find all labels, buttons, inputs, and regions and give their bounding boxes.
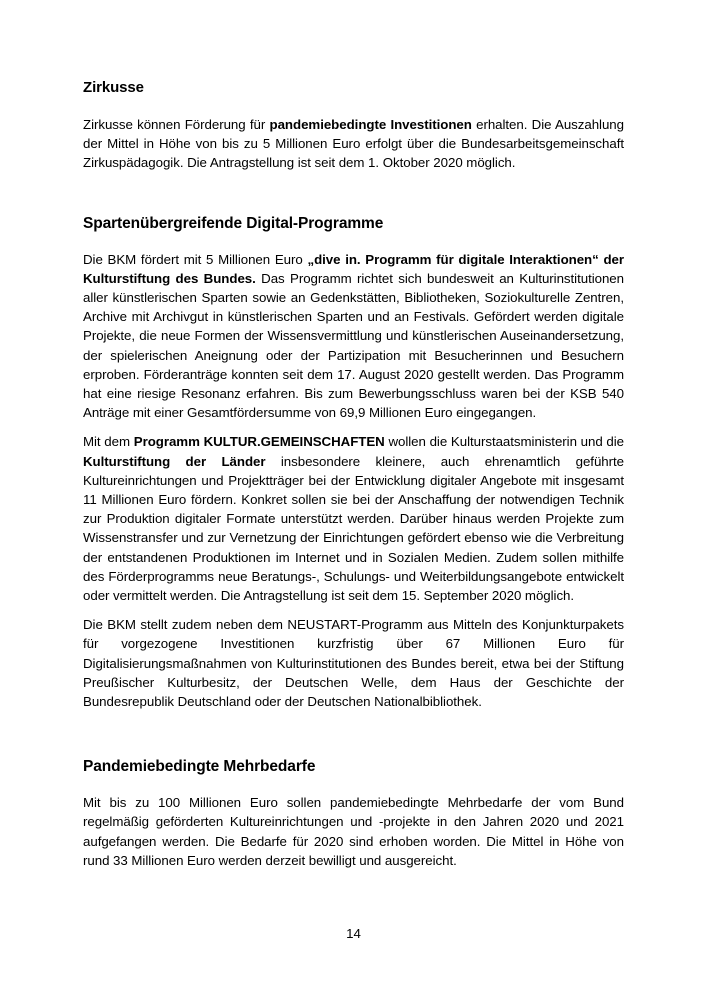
paragraph-zirkusse-1 (83, 115, 624, 173)
spacer (83, 234, 624, 250)
section-heading-digital-programme: Spartenübergreifende Digital-Programme (83, 214, 384, 232)
spacer (83, 711, 624, 757)
section-heading-zirkusse: Zirkusse (83, 79, 144, 96)
paragraph-digital-1 (83, 250, 624, 423)
paragraph-digital-2 (83, 432, 624, 605)
section-zirkusse (83, 78, 624, 173)
body-text-run: Mit dem (83, 434, 134, 450)
body-text-run: wollen die Kulturstaatsministerin und die (384, 434, 624, 450)
paragraph-digital-3 (83, 615, 624, 711)
spacer (83, 98, 624, 115)
page-number: 14 (346, 926, 361, 941)
body-text-run: Mit bis zu 100 Millionen Euro sollen pandemiebedingte Mehrbedarfe der vom Bund regelmäßig geförderten Kultureinrichtungen und -projekte in den Jahren 2020 und 2021 aufgefangen werden. Die Bedarfe für 2020 sind erhoben worden. Die Mittel in Höhe von rund 33 Millionen Euro werden derzeit bewilligt und ausgereicht. (83, 795, 624, 868)
emphasis-text: pandemiebedingte Investitionen (269, 117, 472, 132)
body-text-run: erhalten. Die Auszahlung der Mittel in Höhe von bis zu 5 Millionen Euro erfolgt über die Bundesarbeitsgemeinschaft Zirkuspädagogik. Die Antragstellung ist seit dem 1. Oktober 2020 möglich. (83, 117, 624, 171)
body-text-run: Das Programm richtet sich bundesweit an Kulturinstitutionen aller künstlerischen Sparten sowie an Gedenkstätten, Bibliotheken, Soziokulturelle Zentren, Archive mit Archivgut in künstlerischen Sparten und an Festivals. Gefördert werden digitale Projekte, die neue Formen der Wissensvermittlung und künstlerischen Auseinandersetzung, der spielerischen Aneignung oder der Partizipation mit Besucherinnen und Besuchern erproben. Förderanträge konnten seit dem 17. August 2020 gestellt werden. Das Programm hat eine riesige Resonanz erfahren. Bis zum Bewerbungsschluss waren bei der KSB 540 Anträge mit einer Gesamtfördersumme von 69,9 Millionen Euro eingegangen. (83, 270, 624, 421)
emphasis-text: Kulturstiftung der Länder (83, 453, 266, 469)
page-content (83, 78, 624, 870)
section-mehrbedarfe (83, 757, 624, 870)
paragraph-mehrbedarfe-1 (83, 793, 624, 870)
emphasis-text: „dive in. Programm für digitale Interaktionen“ der Kulturstiftung des Bundes. (83, 251, 624, 286)
spacer (83, 777, 624, 793)
body-text-run: Die BKM fördert mit 5 Millionen Euro (83, 251, 308, 267)
spacer (83, 422, 624, 432)
spacer (83, 173, 624, 214)
section-heading-mehrbedarfe: Pandemiebedingte Mehrbedarfe (83, 758, 316, 776)
body-text-run: insbesondere kleinere, auch ehrenamtlich geführte Kultureinrichtungen und Projektträger bei der Entwicklung digitaler Angebote mit insgesamt 11 Millionen Euro fördern. Konkret sollen sie bei der Anschaffung der notwendigen Technik zur Produktion digitaler Formate unterstützt werden. Darüber hinaus werden Projekte zum Wissenstransfer und zur Vernetzung der Einrichtungen gefördert ebenso wie die Verbreitung der entstandenen Produktionen im Internet und in Sozialen Medien. Zudem sollen mithilfe des Förderprogramms neue Beratungs-, Schulungs- und Weiterbildungsangebote entwickelt oder vermittelt werden. Die Antragstellung ist seit dem 15. September 2020 möglich. (83, 453, 624, 604)
body-text-run: Die BKM stellt zudem neben dem NEUSTART-Programm aus Mitteln des Konjunkturpakets für vorgezogene Investitionen kurzfristig über 67 Millionen Euro für Digitalisierungsmaßnahmen von Kulturinstitutionen des Bundes bereit, etwa bei der Stiftung Preußischer Kulturbesitz, der Deutschen Welle, dem Haus der Geschichte der Bundesrepublik Deutschland oder der Deutschen Nationalbibliothek. (83, 617, 624, 710)
emphasis-text: Programm KULTUR.GEMEINSCHAFTEN (133, 434, 385, 450)
spacer (83, 605, 624, 615)
body-text-run: Zirkusse können Förderung für (83, 117, 270, 132)
section-digital-programme (83, 214, 624, 712)
